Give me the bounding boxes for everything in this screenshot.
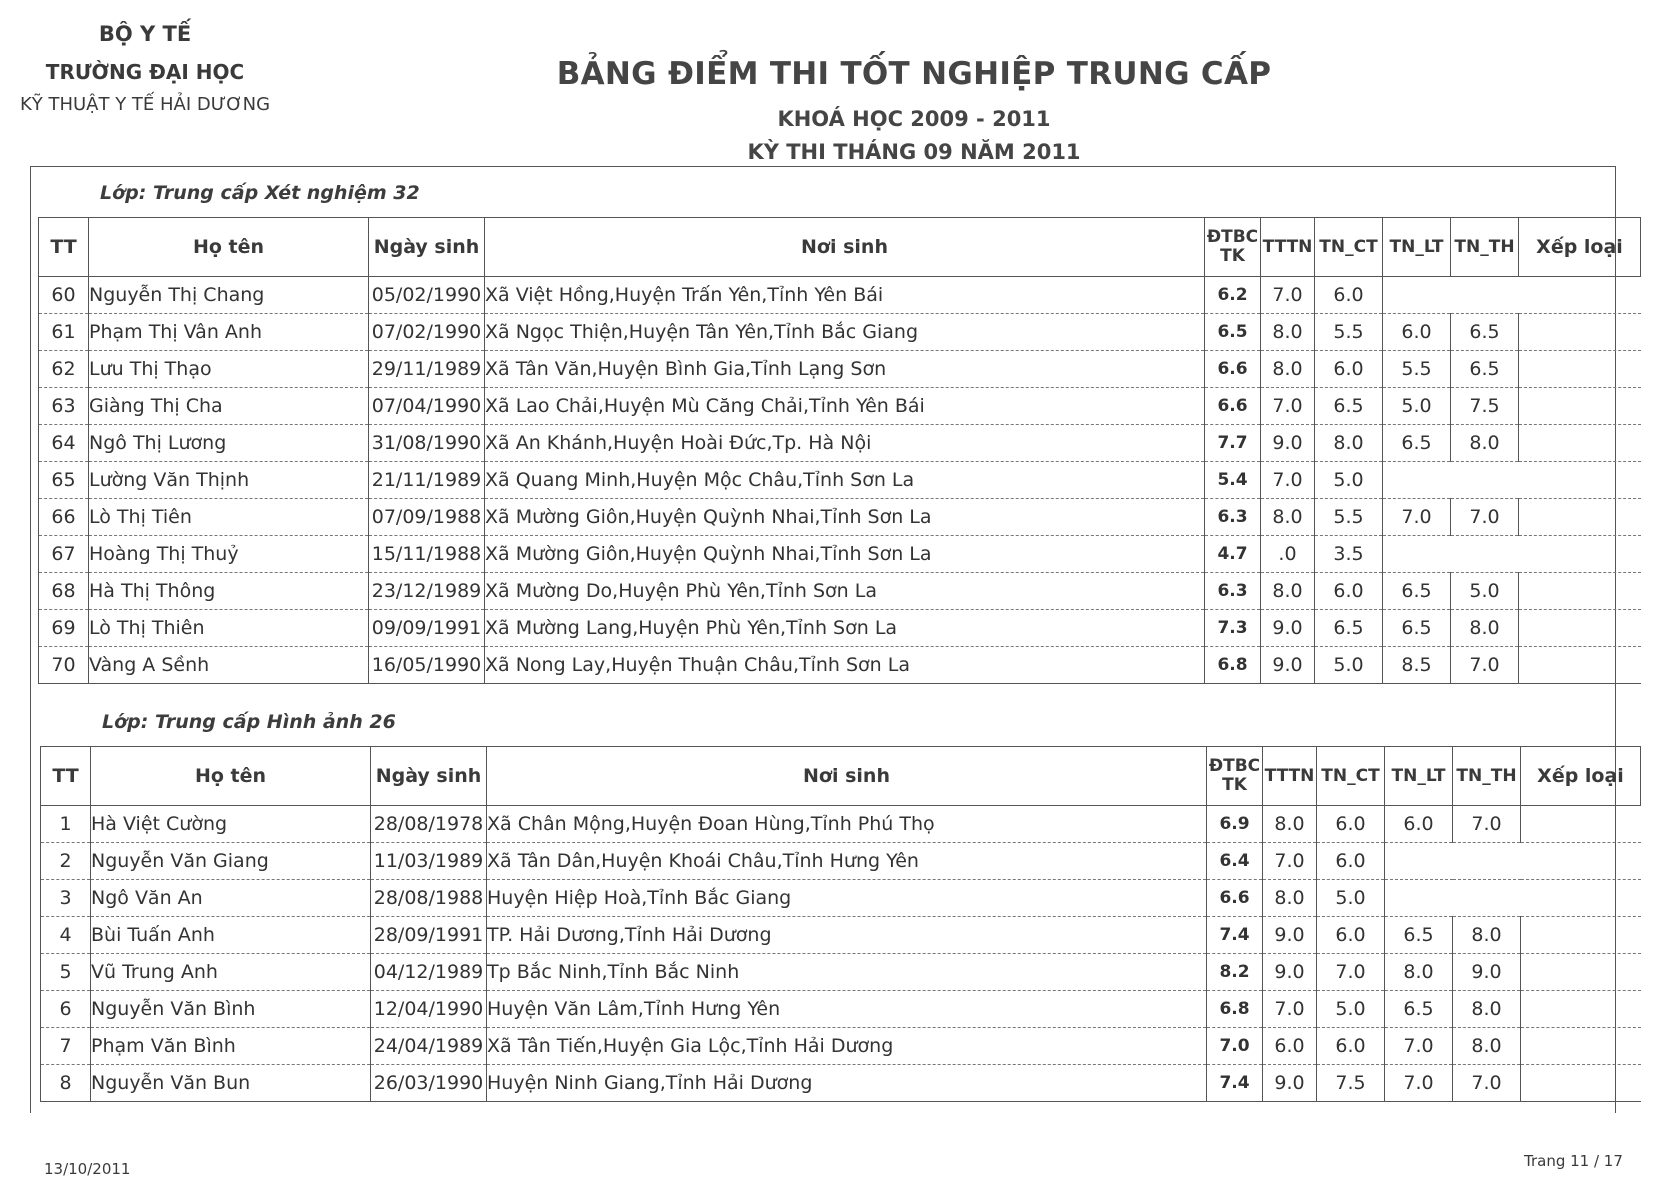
table-row [39,573,1641,610]
table-row [39,610,1641,647]
cell-rank [1519,573,1641,610]
document-title: BẢNG ĐIỂM THI TỐT NGHIỆP TRUNG CẤP [556,56,1272,92]
cell-tn-ct: 5.0 [1315,647,1383,684]
cell-tn-th: 7.0 [1451,647,1519,684]
cell-tn-ct: 6.0 [1317,917,1385,954]
cell-tn-ct: 6.5 [1315,388,1383,425]
cell-tn-lt [1385,843,1453,880]
cell-tn-ct: 5.5 [1315,499,1383,536]
cell-tn-lt: 6.0 [1385,806,1453,843]
cell-birthplace: Xã Mường Do,Huyện Phù Yên,Tỉnh Sơn La [485,573,1205,610]
cell-birthplace: Xã An Khánh,Huyện Hoài Đức,Tp. Hà Nội [485,425,1205,462]
cell-tttn: 8.0 [1261,499,1315,536]
course-years: KHOÁ HỌC 2009 - 2011 [777,107,1051,131]
cell-tt: 61 [39,314,89,351]
cell-name: Phạm Thị Vân Anh [89,314,369,351]
cell-tttn: 7.0 [1261,388,1315,425]
cell-tttn: 7.0 [1263,843,1317,880]
cell-tt: 70 [39,647,89,684]
cell-tn-lt: 6.5 [1383,573,1451,610]
class-label-xet-nghiem: Lớp: Trung cấp Xét nghiệm 32 [100,182,420,204]
table-row [39,388,1641,425]
cell-tt: 7 [41,1028,91,1065]
cell-dob: 15/11/1988 [369,536,485,573]
cell-tt: 65 [39,462,89,499]
cell-rank [1519,610,1641,647]
cell-dob: 31/08/1990 [369,425,485,462]
cell-dtbc: 5.4 [1205,462,1261,499]
cell-dob: 16/05/1990 [369,647,485,684]
cell-dtbc: 6.3 [1205,499,1261,536]
table-row [39,462,1641,499]
cell-dtbc: 7.0 [1207,1028,1263,1065]
cell-name: Lò Thị Tiên [89,499,369,536]
cell-birthplace: Xã Việt Hồng,Huyện Trấn Yên,Tỉnh Yên Bái [485,277,1205,314]
col-tn-th: TN_TH [1451,218,1519,277]
cell-tn-ct: 5.5 [1315,314,1383,351]
cell-tn-lt: 7.0 [1383,499,1451,536]
cell-tn-th [1453,843,1521,880]
cell-tn-th: 5.0 [1451,573,1519,610]
table-row [39,277,1641,314]
cell-dtbc: 7.7 [1205,425,1261,462]
cell-birthplace: Xã Quang Minh,Huyện Mộc Châu,Tỉnh Sơn La [485,462,1205,499]
cell-tn-th [1451,462,1519,499]
cell-rank [1519,388,1641,425]
cell-tn-lt: 6.5 [1383,425,1451,462]
col-dtbc [1205,218,1261,277]
cell-tttn: 7.0 [1263,991,1317,1028]
score-table-xet-nghiem [38,217,1641,684]
cell-birthplace: Xã Nong Lay,Huyện Thuận Châu,Tỉnh Sơn La [485,647,1205,684]
cell-tttn: 9.0 [1263,917,1317,954]
cell-tttn: 8.0 [1261,351,1315,388]
cell-tt: 2 [41,843,91,880]
col-rank: Xếp loại [1519,218,1641,277]
cell-tttn: 9.0 [1261,425,1315,462]
cell-tn-ct: 6.0 [1315,573,1383,610]
cell-tt: 3 [41,880,91,917]
class-label-hinh-anh: Lớp: Trung cấp Hình ảnh 26 [102,711,396,733]
exam-period: KỲ THI THÁNG 09 NĂM 2011 [747,140,1081,164]
cell-birthplace: Xã Tân Văn,Huyện Bình Gia,Tỉnh Lạng Sơn [485,351,1205,388]
cell-tn-lt: 5.5 [1383,351,1451,388]
cell-name: Nguyễn Văn Giang [91,843,371,880]
cell-name: Hà Thị Thông [89,573,369,610]
cell-rank [1521,991,1641,1028]
cell-tn-lt: 7.0 [1385,1065,1453,1102]
col-dtbc [1207,747,1263,806]
cell-tn-lt: 8.0 [1385,954,1453,991]
cell-name: Ngô Văn An [91,880,371,917]
cell-tttn: 9.0 [1261,647,1315,684]
cell-tn-th: 8.0 [1453,1028,1521,1065]
cell-birthplace: Huyện Ninh Giang,Tỉnh Hải Dương [487,1065,1207,1102]
cell-rank [1521,806,1641,843]
cell-birthplace: Xã Mường Lang,Huyện Phù Yên,Tỉnh Sơn La [485,610,1205,647]
cell-dtbc: 6.2 [1205,277,1261,314]
col-dtbc-line1: ĐTBC [1206,227,1259,247]
cell-name: Vàng A Sềnh [89,647,369,684]
cell-dob: 24/04/1989 [371,1028,487,1065]
cell-rank [1519,425,1641,462]
cell-rank [1521,843,1641,880]
cell-name: Giàng Thị Cha [89,388,369,425]
cell-tn-lt: 6.5 [1385,991,1453,1028]
cell-tt: 67 [39,536,89,573]
cell-birthplace: Xã Tân Dân,Huyện Khoái Châu,Tỉnh Hưng Yên [487,843,1207,880]
cell-dob: 23/12/1989 [369,573,485,610]
cell-tn-lt: 5.0 [1383,388,1451,425]
cell-tttn: 8.0 [1263,880,1317,917]
cell-dtbc: 6.6 [1205,351,1261,388]
table-row [41,991,1641,1028]
cell-tn-ct: 8.0 [1315,425,1383,462]
cell-tt: 4 [41,917,91,954]
col-birthplace: Nơi sinh [485,218,1205,277]
cell-birthplace: Tp Bắc Ninh,Tỉnh Bắc Ninh [487,954,1207,991]
col-tt: TT [39,218,89,277]
cell-tn-lt: 6.5 [1383,610,1451,647]
col-tn-ct: TN_CT [1317,747,1385,806]
cell-name: Vũ Trung Anh [91,954,371,991]
cell-dob: 07/02/1990 [369,314,485,351]
cell-rank [1519,462,1641,499]
cell-dob: 05/02/1990 [369,277,485,314]
cell-tttn: 8.0 [1263,806,1317,843]
table-row [41,843,1641,880]
cell-tttn: 9.0 [1263,1065,1317,1102]
cell-name: Phạm Văn Bình [91,1028,371,1065]
cell-dtbc: 6.6 [1205,388,1261,425]
table-row [41,917,1641,954]
print-date: 13/10/2011 [44,1160,131,1178]
cell-dob: 26/03/1990 [371,1065,487,1102]
col-dob: Ngày sinh [369,218,485,277]
cell-tn-ct: 7.5 [1317,1065,1385,1102]
cell-dtbc: 6.8 [1205,647,1261,684]
table-row [41,1028,1641,1065]
cell-tn-ct: 6.0 [1317,843,1385,880]
cell-tn-lt [1383,536,1451,573]
cell-dtbc: 6.5 [1205,314,1261,351]
cell-dob: 11/03/1989 [371,843,487,880]
cell-tt: 5 [41,954,91,991]
cell-tttn: 6.0 [1263,1028,1317,1065]
cell-tt: 69 [39,610,89,647]
cell-rank [1519,314,1641,351]
cell-tn-lt [1383,277,1451,314]
col-dtbc-line2: TK [1220,246,1245,266]
cell-birthplace: Xã Ngọc Thiện,Huyện Tân Yên,Tỉnh Bắc Giang [485,314,1205,351]
cell-dtbc: 6.6 [1207,880,1263,917]
table-row [41,880,1641,917]
cell-birthplace: Huyện Văn Lâm,Tỉnh Hưng Yên [487,991,1207,1028]
cell-tn-lt: 7.0 [1385,1028,1453,1065]
col-dtbc-line2: TK [1222,775,1247,795]
cell-name: Hoàng Thị Thuỷ [89,536,369,573]
cell-name: Ngô Thị Lương [89,425,369,462]
cell-dob: 07/04/1990 [369,388,485,425]
cell-dob: 09/09/1991 [369,610,485,647]
cell-tn-ct: 6.0 [1317,806,1385,843]
cell-rank [1521,1028,1641,1065]
cell-birthplace: Xã Lao Chải,Huyện Mù Căng Chải,Tỉnh Yên Bái [485,388,1205,425]
cell-dob: 12/04/1990 [371,991,487,1028]
cell-tttn: 7.0 [1261,462,1315,499]
cell-tn-ct: 5.0 [1315,462,1383,499]
cell-tt: 68 [39,573,89,610]
cell-dtbc: 6.4 [1207,843,1263,880]
cell-tt: 62 [39,351,89,388]
cell-dtbc: 6.9 [1207,806,1263,843]
table-row [39,351,1641,388]
cell-dtbc: 7.4 [1207,1065,1263,1102]
cell-name: Lường Văn Thịnh [89,462,369,499]
cell-tn-th: 7.0 [1451,499,1519,536]
cell-name: Hà Việt Cường [91,806,371,843]
cell-rank [1519,499,1641,536]
cell-birthplace: Xã Tân Tiến,Huyện Gia Lộc,Tỉnh Hải Dương [487,1028,1207,1065]
cell-tttn: .0 [1261,536,1315,573]
cell-name: Lưu Thị Thạo [89,351,369,388]
cell-tttn: 8.0 [1261,314,1315,351]
table-row [41,1065,1641,1102]
cell-rank [1521,917,1641,954]
cell-birthplace: TP. Hải Dương,Tỉnh Hải Dương [487,917,1207,954]
col-tn-lt: TN_LT [1383,218,1451,277]
ministry-name: BỘ Y TẾ [98,22,192,46]
cell-tt: 64 [39,425,89,462]
cell-tn-ct: 6.5 [1315,610,1383,647]
cell-dtbc: 6.3 [1205,573,1261,610]
col-tn-lt: TN_LT [1385,747,1453,806]
cell-tn-ct: 6.0 [1315,277,1383,314]
col-tttn: TTTN [1261,218,1315,277]
cell-dtbc: 8.2 [1207,954,1263,991]
cell-tn-th: 7.0 [1453,806,1521,843]
col-name: Họ tên [89,218,369,277]
cell-tn-ct: 3.5 [1315,536,1383,573]
cell-dob: 07/09/1988 [369,499,485,536]
cell-name: Bùi Tuấn Anh [91,917,371,954]
cell-tn-ct: 6.0 [1317,1028,1385,1065]
cell-tn-th: 8.0 [1453,917,1521,954]
cell-dob: 29/11/1989 [369,351,485,388]
cell-name: Nguyễn Văn Bình [91,991,371,1028]
cell-tt: 6 [41,991,91,1028]
cell-rank [1521,1065,1641,1102]
col-tn-th: TN_TH [1453,747,1521,806]
cell-tn-ct: 7.0 [1317,954,1385,991]
cell-tn-lt: 6.5 [1385,917,1453,954]
table-row [39,499,1641,536]
cell-tt: 66 [39,499,89,536]
cell-tn-th: 7.5 [1451,388,1519,425]
cell-tn-lt: 6.0 [1383,314,1451,351]
cell-tn-th [1451,536,1519,573]
col-tttn: TTTN [1263,747,1317,806]
table-row [39,647,1641,684]
cell-tn-th [1451,277,1519,314]
cell-dob: 04/12/1989 [371,954,487,991]
cell-tn-ct: 5.0 [1317,880,1385,917]
cell-tn-th: 8.0 [1451,425,1519,462]
cell-dob: 28/08/1978 [371,806,487,843]
cell-tt: 8 [41,1065,91,1102]
cell-tn-th: 9.0 [1453,954,1521,991]
cell-tn-th: 6.5 [1451,351,1519,388]
cell-name: Lò Thị Thiên [89,610,369,647]
cell-tn-lt [1383,462,1451,499]
cell-name: Nguyễn Văn Bun [91,1065,371,1102]
cell-tttn: 7.0 [1261,277,1315,314]
table-row [39,536,1641,573]
cell-rank [1519,536,1641,573]
col-tt: TT [41,747,91,806]
cell-rank [1521,880,1641,917]
cell-tn-ct: 5.0 [1317,991,1385,1028]
col-dob: Ngày sinh [371,747,487,806]
table-row [41,954,1641,991]
cell-birthplace: Huyện Hiệp Hoà,Tỉnh Bắc Giang [487,880,1207,917]
cell-tt: 60 [39,277,89,314]
cell-dob: 21/11/1989 [369,462,485,499]
page-number: Trang 11 / 17 [1524,1152,1623,1170]
col-dtbc-line1: ĐTBC [1208,756,1261,776]
table-row [39,314,1641,351]
cell-tn-th: 7.0 [1453,1065,1521,1102]
cell-tn-th: 8.0 [1451,610,1519,647]
cell-tn-th: 8.0 [1453,991,1521,1028]
cell-tt: 1 [41,806,91,843]
cell-tn-lt [1385,880,1453,917]
cell-tt: 63 [39,388,89,425]
cell-dtbc: 7.4 [1207,917,1263,954]
cell-tn-ct: 6.0 [1315,351,1383,388]
cell-tn-th: 6.5 [1451,314,1519,351]
col-birthplace: Nơi sinh [487,747,1207,806]
cell-birthplace: Xã Mường Giôn,Huyện Quỳnh Nhai,Tỉnh Sơn La [485,499,1205,536]
cell-birthplace: Xã Mường Giôn,Huyện Quỳnh Nhai,Tỉnh Sơn La [485,536,1205,573]
cell-birthplace: Xã Chân Mộng,Huyện Đoan Hùng,Tỉnh Phú Thọ [487,806,1207,843]
cell-dtbc: 4.7 [1205,536,1261,573]
university-name-line1: TRƯỜNG ĐẠI HỌC [45,60,245,84]
cell-tn-th [1453,880,1521,917]
cell-rank [1519,351,1641,388]
col-tn-ct: TN_CT [1315,218,1383,277]
cell-rank [1519,647,1641,684]
university-name-line2: KỸ THUẬT Y TẾ HẢI DƯƠNG [19,94,271,115]
cell-tttn: 8.0 [1261,573,1315,610]
col-name: Họ tên [91,747,371,806]
table-row [41,806,1641,843]
cell-tttn: 9.0 [1261,610,1315,647]
cell-dtbc: 6.8 [1207,991,1263,1028]
score-table-hinh-anh [40,746,1641,1102]
cell-dob: 28/08/1988 [371,880,487,917]
cell-rank [1521,954,1641,991]
col-rank: Xếp loại [1521,747,1641,806]
cell-tn-lt: 8.5 [1383,647,1451,684]
cell-dtbc: 7.3 [1205,610,1261,647]
cell-rank [1519,277,1641,314]
cell-name: Nguyễn Thị Chang [89,277,369,314]
cell-tttn: 9.0 [1263,954,1317,991]
table-row [39,425,1641,462]
cell-dob: 28/09/1991 [371,917,487,954]
